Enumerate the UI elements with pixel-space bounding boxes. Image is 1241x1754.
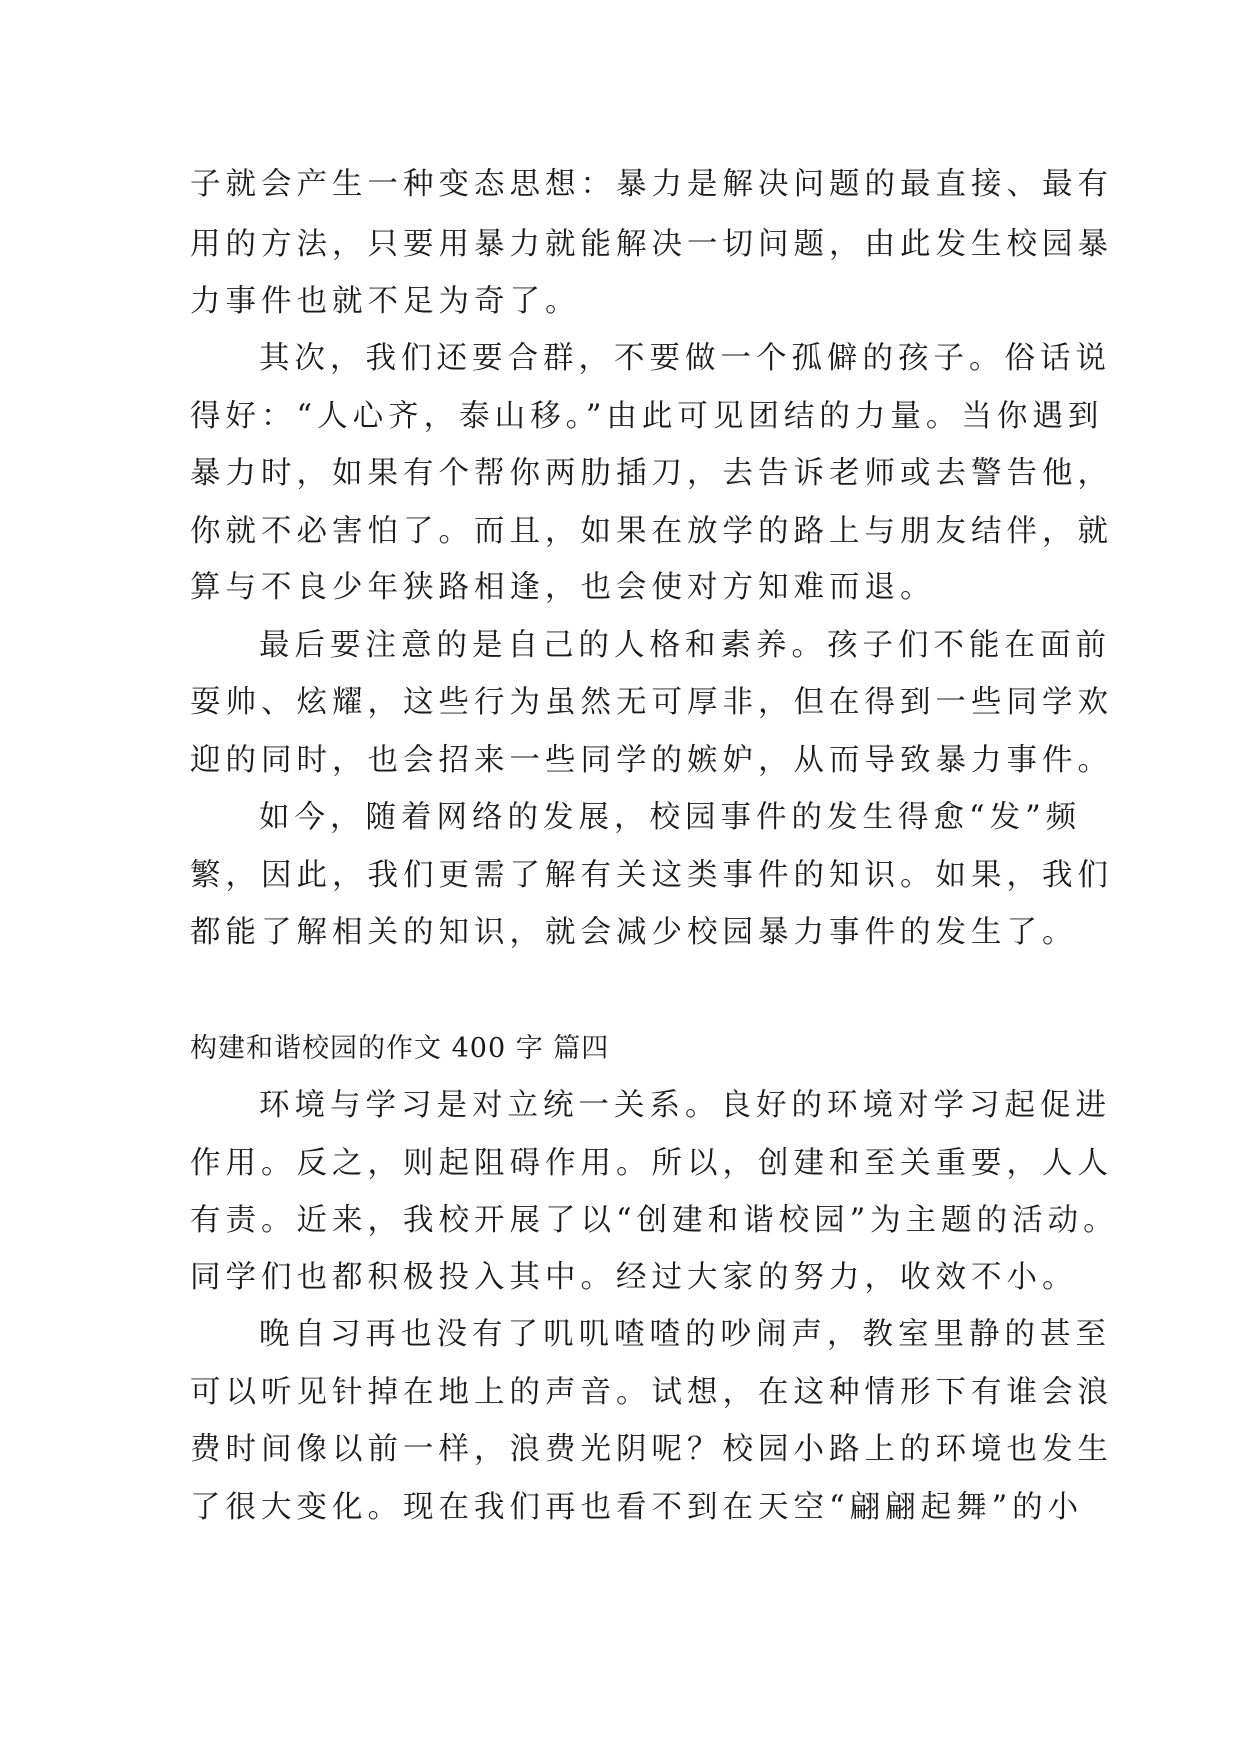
text-line: 算与不良少年狭路相逢，也会使对方知难而退。 [190, 570, 936, 605]
text-line: 可以听见针掉在地上的声音。试想，在这种情形下有谁会浪 [190, 1375, 1113, 1410]
text-line: 环境与学习是对立统一关系。良好的环境对学习起促进 [259, 1088, 1111, 1123]
text-line: 晚自习再也没有了叽叽喳喳的吵闹声，教室里静的甚至 [259, 1317, 1111, 1352]
text-line: 力事件也就不足为奇了。 [190, 284, 581, 319]
text-line: 作用。反之，则起阻碍作用。所以，创建和至关重要，人人 [190, 1146, 1113, 1181]
text-line: 迎的同时，也会招来一些同学的嫉妒，从而导致暴力事件。 [190, 743, 1113, 778]
text-line: 同学们也都积极投入其中。经过大家的努力，收效不小。 [190, 1260, 1078, 1295]
text-line: 最后要注意的是自己的人格和素养。孩子们不能在面前 [259, 628, 1111, 663]
text-line: 如今，随着网络的发展，校园事件的发生得愈“发”频 [259, 800, 1082, 835]
text-line: 了很大变化。现在我们再也看不到在天空“翩翩起舞”的小 [190, 1490, 1084, 1525]
text-line: 都能了解相关的知识，就会减少校园暴力事件的发生了。 [190, 915, 1078, 950]
text-line: 用的方法，只要用暴力就能解决一切问题，由此发生校园暴 [190, 227, 1113, 262]
text-line: 子就会产生一种变态思想：暴力是解决问题的最直接、最有 [190, 167, 1113, 202]
text-line: 其次，我们还要合群，不要做一个孤僻的孩子。俗话说 [259, 341, 1111, 376]
text-line: 繁，因此，我们更需了解有关这类事件的知识。如果，我们 [190, 858, 1113, 893]
text-line: 得好：“人心齐，泰山移。”由此可见团结的力量。当你遇到 [190, 399, 1104, 434]
text-line: 暴力时，如果有个帮你两肋插刀，去告诉老师或去警告他， [190, 456, 1113, 491]
text-line: 耍帅、炫耀，这些行为虽然无可厚非，但在得到一些同学欢 [190, 685, 1113, 720]
text-line: 费时间像以前一样，浪费光阴呢？校园小路上的环境也发生 [190, 1432, 1113, 1467]
text-line: 有责。近来，我校开展了以“创建和谐校园”为主题的活动。 [190, 1203, 1119, 1238]
text-line: 你就不必害怕了。而且，如果在放学的路上与朋友结伴，就 [190, 514, 1113, 549]
section-heading: 构建和谐校园的作文 400 字 篇四 [190, 1033, 610, 1064]
